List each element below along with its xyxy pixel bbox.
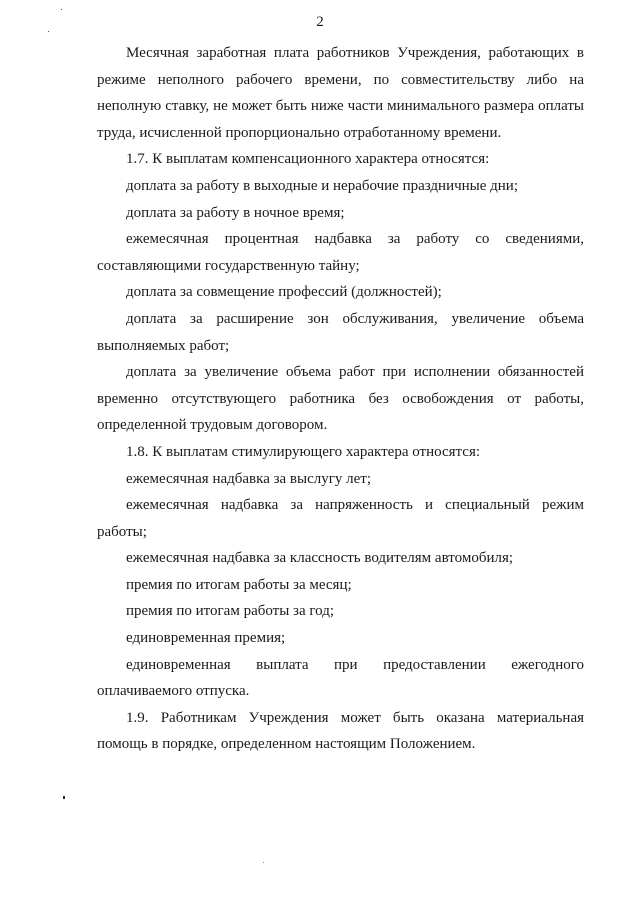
list-item: ежемесячная надбавка за классность водителям автомобиля; — [126, 550, 514, 567]
list-item: ежемесячная надбавка за выслугу лет; — [126, 470, 372, 487]
page-number: 2 — [316, 14, 324, 30]
list-item: доплата за работу в ночное время; — [126, 204, 345, 221]
paragraph-salary-part-time: Месячная заработная плата работников Учреждения, работающих в режиме неполного рабочего времени, по совместительству либо на неполную ставку, не может быть ниже части минимального размера оплаты труда, исчисленной пропорционально отработанному времени. — [97, 45, 584, 141]
scan-speck — [48, 31, 49, 32]
list-item: ежемесячная процентная надбавка за работу со сведениями, составляющими государственную тайну; — [97, 231, 584, 274]
list-item: доплата за увеличение объема работ при исполнении обязанностей временно отсутствующего работника без освобождения от работы, определенной трудовым договором. — [97, 364, 584, 434]
list-item: ежемесячная надбавка за напряженность и специальный режим работы; — [97, 497, 584, 540]
list-item: премия по итогам работы за год; — [126, 603, 335, 620]
document-body — [97, 40, 584, 758]
heading-incentive-payments: 1.8. К выплатам стимулирующего характера относятся: — [126, 443, 481, 460]
paragraph-material-assistance: 1.9. Работникам Учреждения может быть оказана материальная помощь в порядке, определенном настоящим Положением. — [97, 709, 584, 753]
list-item: единовременная премия; — [126, 630, 286, 647]
scan-speck — [63, 796, 65, 799]
list-item: доплата за работу в выходные и нерабочие праздничные дни; — [126, 177, 519, 194]
list-item: доплата за расширение зон обслуживания, увеличение объема выполняемых работ; — [97, 310, 584, 354]
list-item: доплата за совмещение профессий (должностей); — [126, 284, 442, 301]
list-item: премия по итогам работы за месяц; — [126, 576, 352, 593]
list-item: единовременная выплата при предоставлении ежегодного оплачиваемого отпуска. — [97, 656, 584, 700]
scan-speck — [263, 862, 264, 863]
scan-speck — [61, 9, 62, 10]
heading-compensation-payments: 1.7. К выплатам компенсационного характера относятся: — [126, 151, 490, 168]
